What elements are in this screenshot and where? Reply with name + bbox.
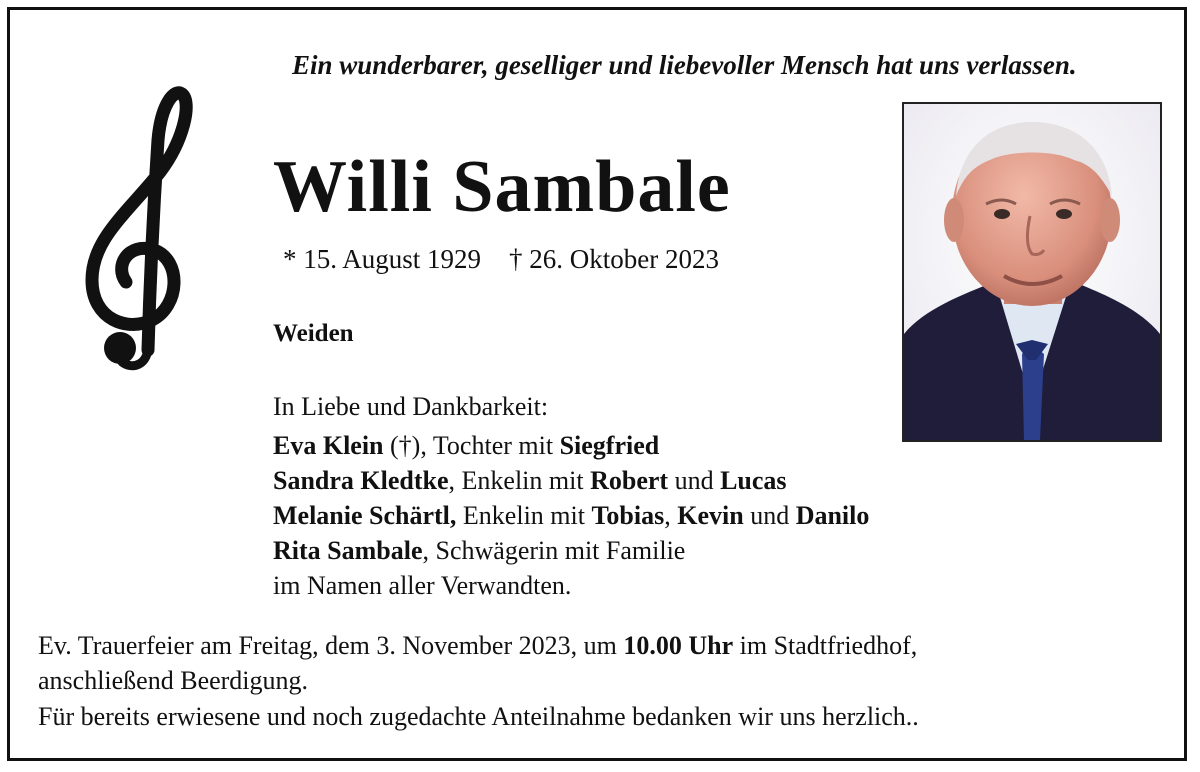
mourners-list <box>273 428 869 603</box>
mourner-line <box>273 463 869 498</box>
treble-clef-icon <box>70 80 220 380</box>
mourner-name: Robert <box>590 466 669 495</box>
mourners-intro: In Liebe und Dankbarkeit: <box>273 392 549 421</box>
mourner-name: Lucas <box>720 466 787 495</box>
mourner-name: Siegfried <box>559 431 660 460</box>
service-line: anschließend Beerdigung. <box>38 666 309 695</box>
mourner-text: und <box>668 466 721 495</box>
mourner-name: Melanie Schärtl, <box>273 501 457 530</box>
mourner-text: , <box>664 501 678 530</box>
mourner-text: Enkelin mit <box>456 501 592 530</box>
mourner-name: Kevin <box>677 501 744 530</box>
service-line <box>38 628 917 663</box>
funeral-service-info <box>38 628 917 698</box>
birth-date: * 15. August 1929 <box>283 244 482 274</box>
mourner-name: Rita Sambale <box>273 536 423 565</box>
hometown: Weiden <box>273 320 354 347</box>
thanks-note: Für bereits erwiesene und noch zugedachte Anteilnahme bedanken wir uns herzlich.. <box>38 702 919 731</box>
mourner-line <box>273 428 869 463</box>
death-date: † 26. Oktober 2023 <box>509 244 720 274</box>
mourner-text: , Schwägerin mit Familie <box>422 536 686 565</box>
service-text: im Stadtfriedhof, <box>733 631 918 660</box>
deceased-name: Willi Sambale <box>273 146 731 228</box>
service-text: Ev. Trauerfeier am Freitag, dem 3. November 2023, um <box>38 631 624 660</box>
portrait-photo <box>902 102 1162 442</box>
mourner-text: , Enkelin mit <box>448 466 591 495</box>
mourner-text: (†), Tochter mit <box>383 431 560 460</box>
service-time: 10.00 Uhr <box>623 631 734 660</box>
mourner-line <box>273 498 869 533</box>
motto: Ein wunderbarer, geselliger und liebevoller Mensch hat uns verlassen. <box>292 50 1077 80</box>
mourner-name: Sandra Kledtke <box>273 466 449 495</box>
mourner-text: und <box>743 501 796 530</box>
mourner-name: Eva Klein <box>273 431 384 460</box>
life-dates <box>283 244 719 275</box>
mourner-line <box>273 533 869 568</box>
mourner-line: im Namen aller Verwandten. <box>273 571 572 600</box>
mourner-name: Tobias <box>591 501 665 530</box>
portrait-illustration <box>904 104 1160 440</box>
mourner-name: Danilo <box>795 501 870 530</box>
